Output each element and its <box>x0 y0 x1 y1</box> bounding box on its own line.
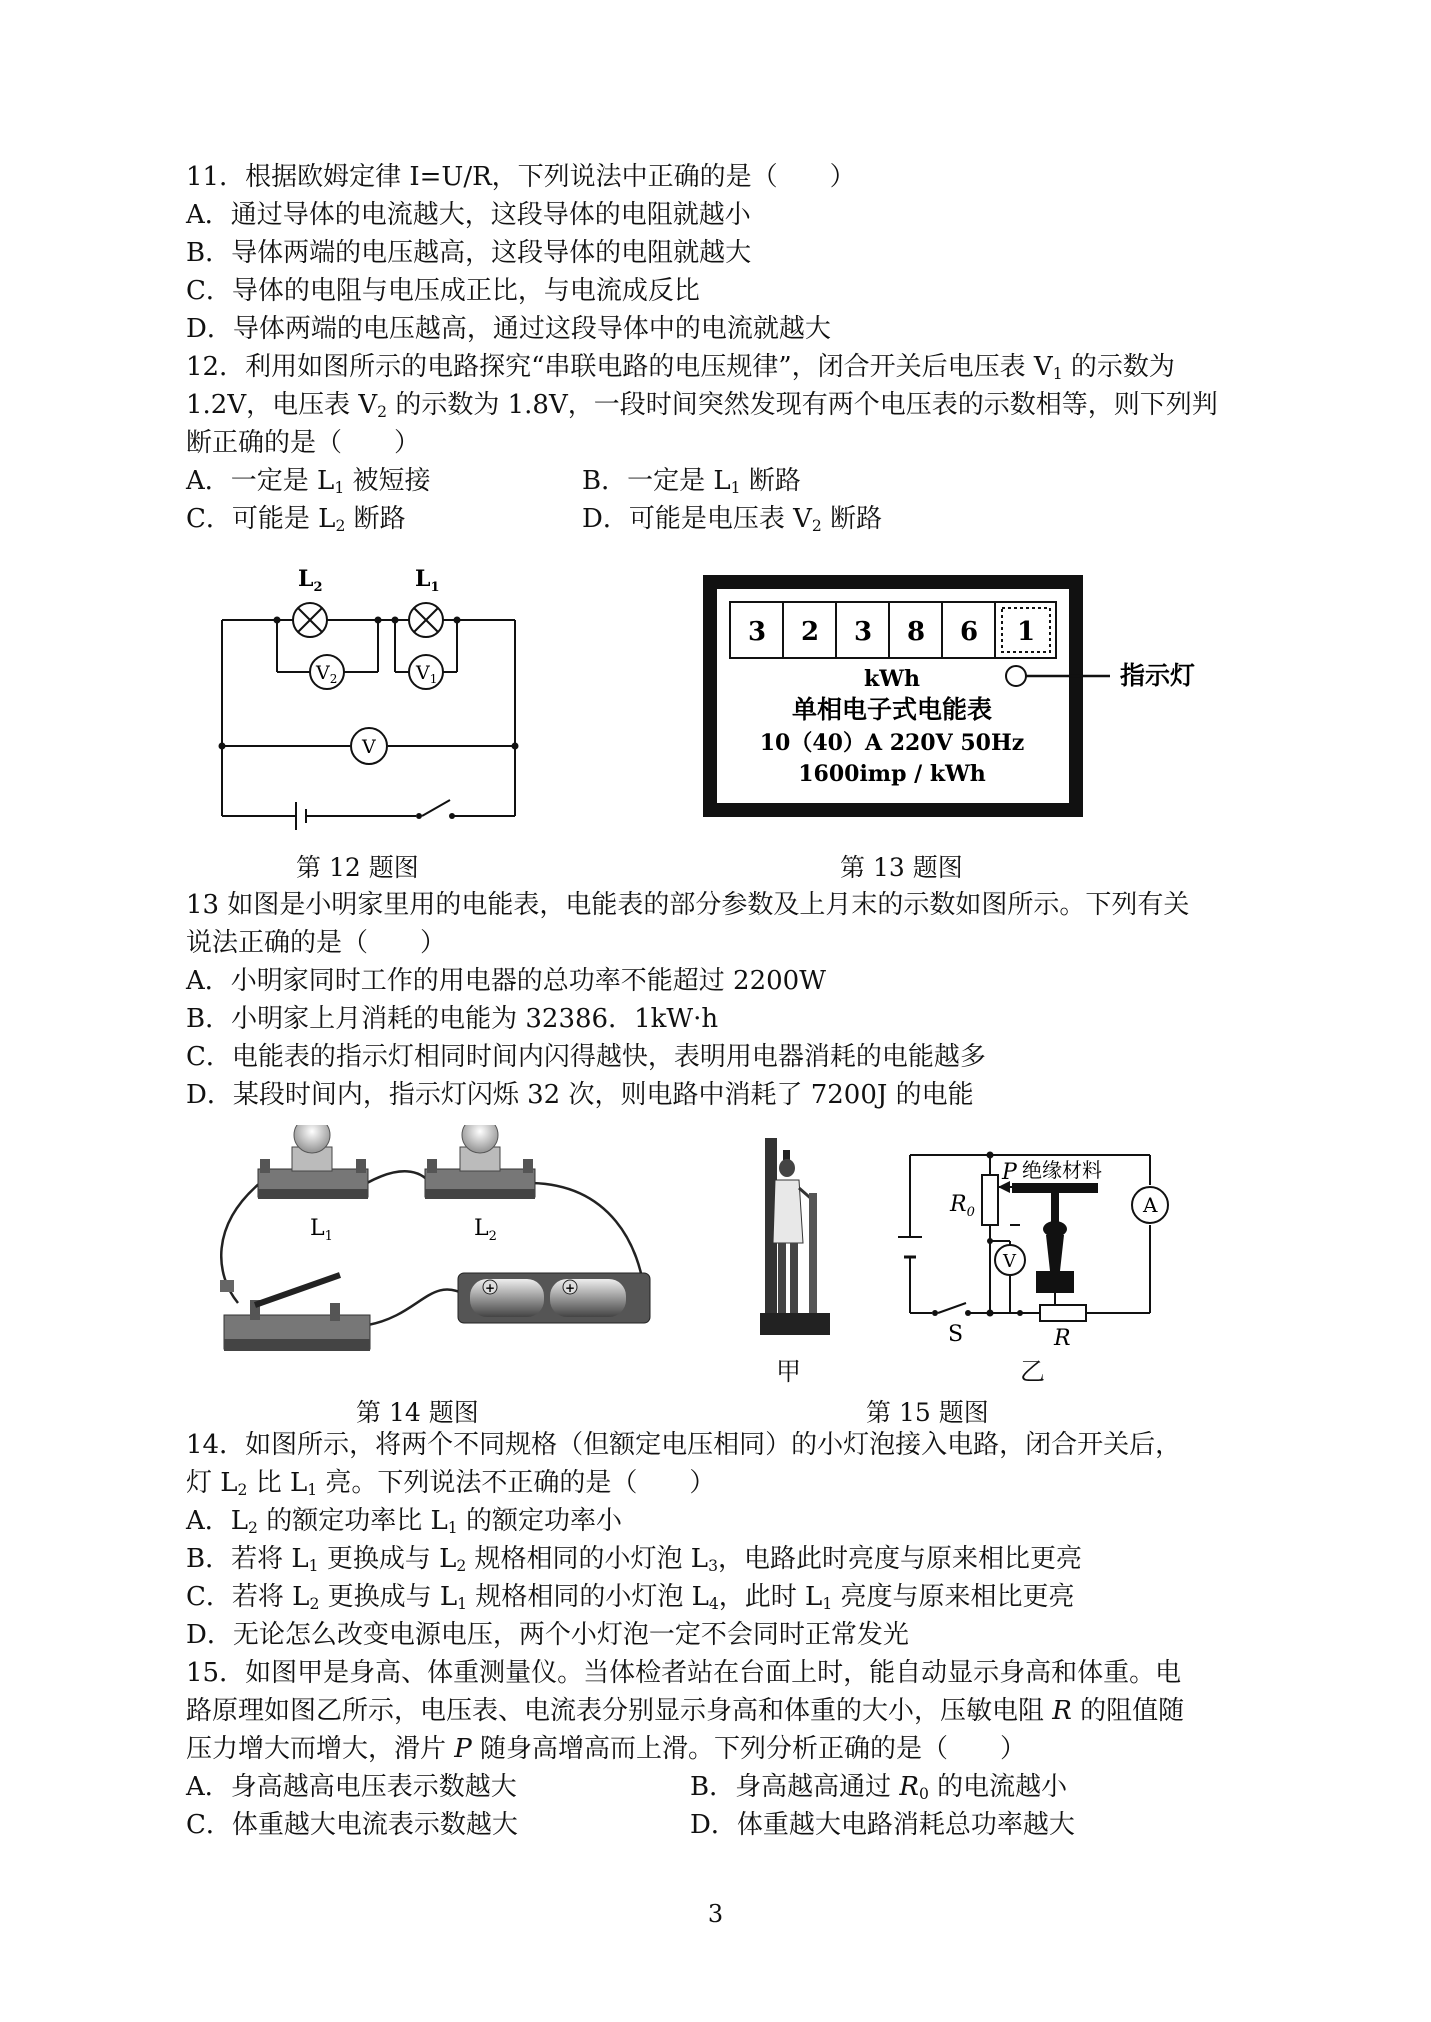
q15-stem-line1: 15．如图甲是身高、体重测量仪。当体检者站在台面上时，能自动显示身高和体重。电 <box>186 1658 1182 1688</box>
q14-option-d: D．无论怎么改变电源电压，两个小灯泡一定不会同时正常发光 <box>186 1620 909 1650</box>
q14-stem-line2: 灯 $L_2$ 比 $L_1$ 亮。下列说法不正确的是（ ） <box>186 1468 716 1499</box>
q12-option-b: B．一定是 $L_1$ 断路 <box>582 466 801 497</box>
svg-text:R0: $R_0$ <box>950 1192 975 1220</box>
fig12-lamp-l2 <box>293 603 327 637</box>
q12-stem-line3: 断正确的是（ ） <box>186 428 421 458</box>
svg-text:单相电子式电能表: 单相电子式电能表 <box>791 695 993 724</box>
svg-text:L1: $L_1$ <box>415 566 440 595</box>
q13-option-c: C．电能表的指示灯相同时间内闪得越快，表明用电器消耗的电能越多 <box>186 1042 986 1072</box>
fig15-jia-height-weight-scale <box>745 1138 835 1338</box>
q12-option-a: A．一定是 $L_1$ 被短接 <box>186 466 431 497</box>
q15-option-d: D．体重越大电路消耗总功率越大 <box>690 1810 1075 1840</box>
q11-option-c: C．导体的电阻与电压成正比，与电流成反比 <box>186 276 700 306</box>
fig15-label-jia: 甲 <box>776 1357 802 1386</box>
meter-digit: 1 <box>1016 617 1036 647</box>
svg-text:S: S <box>948 1322 964 1347</box>
q14-option-c: C．若将 $L_2$ 更换成与 $L_1$ 规格相同的小灯泡 $L_4$，此时 $L_1$ 亮度与原来相比更亮 <box>186 1582 1075 1613</box>
svg-text:L1: $L_1$ <box>310 1216 333 1244</box>
q13-option-b: B．小明家上月消耗的电能为 32386．1kW·h <box>186 1004 719 1034</box>
svg-text:+: + <box>485 1281 496 1295</box>
fig12-lamp-l1 <box>409 603 443 637</box>
svg-text:V2: $V_2$ <box>316 662 338 686</box>
indicator-light-icon <box>1006 666 1026 686</box>
fig14-caption: 第 14 题图 <box>356 1398 479 1427</box>
fig12-circuit-diagram <box>200 560 540 830</box>
fig14-lamp-l1 <box>258 1125 368 1199</box>
q15-stem-line3: 压力增大而增大，滑片 P 随身高增高而上滑。下列分析正确的是（ ） <box>186 1734 1027 1764</box>
fig14-battery-holder <box>458 1273 650 1323</box>
svg-text:P: P <box>1002 1160 1017 1185</box>
q11-option-b: B．导体两端的电压越高，这段导体的电阻就越大 <box>186 238 752 268</box>
fig13-caption: 第 13 题图 <box>840 853 963 882</box>
q15-option-b: B．身高越高通过 $R_0$ 的电流越小 <box>690 1772 1068 1803</box>
q15-option-c: C．体重越大电流表示数越大 <box>186 1810 518 1840</box>
svg-text:+: + <box>565 1281 576 1295</box>
q12-option-c: C．可能是 $L_2$ 断路 <box>186 504 406 535</box>
svg-text:V: V <box>1003 1251 1016 1272</box>
q12-option-d: D．可能是电压表 $V_2$ 断路 <box>582 504 883 535</box>
svg-text:10（40）A 220V 50Hz: 10（40）A 220V 50Hz <box>759 730 1025 756</box>
q14-stem-line1: 14．如图所示，将两个不同规格（但额定电压相同）的小灯泡接入电路，闭合开关后， <box>186 1430 1182 1460</box>
fig15-label-yi: 乙 <box>1020 1357 1046 1386</box>
q12-stem-line1: 12．利用如图所示的电路探究“串联电路的电压规律”，闭合开关后电压表 $V_1$ 的示数为 <box>186 352 1175 383</box>
svg-text:绝缘材料: 绝缘材料 <box>1022 1158 1102 1182</box>
fig14-lamp-circuit-photo <box>220 1125 680 1375</box>
q15-stem-line2: 路原理如图乙所示，电压表、电流表分别显示身高和体重的大小，压敏电阻 R 的阻值随 <box>186 1696 1185 1726</box>
fig13-energy-meter <box>700 572 1260 822</box>
q11-option-d: D．导体两端的电压越高，通过这段导体中的电流就越大 <box>186 314 831 344</box>
meter-digit: 2 <box>800 617 820 647</box>
fig15-yi-circuit-diagram <box>890 1145 1170 1355</box>
svg-text:A: A <box>1143 1193 1158 1217</box>
meter-digit: 8 <box>906 617 926 647</box>
fig15-resistor-r0 <box>982 1175 998 1225</box>
svg-text:1600imp / kWh: 1600imp / kWh <box>798 761 986 787</box>
q13-stem-line2: 说法正确的是（ ） <box>186 928 447 958</box>
fig14-knife-switch <box>220 1275 370 1351</box>
meter-digit: 3 <box>747 617 767 647</box>
q11-option-a: A．通过导体的电流越大，这段导体的电阻就越小 <box>186 200 751 230</box>
svg-text:V: V <box>362 736 376 758</box>
svg-text:R: R <box>1054 1326 1071 1351</box>
page-number: 3 <box>707 1900 724 1928</box>
q13-stem-line1: 13 如图是小明家里用的电能表，电能表的部分参数及上月末的示数如图所示。下列有关 <box>186 890 1190 920</box>
q15-option-a: A．身高越高电压表示数越大 <box>186 1772 517 1802</box>
fig14-lamp-l2 <box>425 1125 535 1199</box>
svg-text:指示灯: 指示灯 <box>1120 661 1196 690</box>
q13-option-d: D．某段时间内，指示灯闪烁 32 次，则电路中消耗了 7200J 的电能 <box>186 1080 974 1110</box>
svg-text:V1: $V_1$ <box>416 662 438 686</box>
svg-text:L2: $L_2$ <box>474 1216 497 1244</box>
q14-option-b: B．若将 $L_1$ 更换成与 $L_2$ 规格相同的小灯泡 $L_3$，电路此时亮度与原来相比更亮 <box>186 1544 1083 1575</box>
q12-stem-line2: 1.2V，电压表 $V_2$ 的示数为 1.8V，一段时间突然发现有两个电压表的示数相等，则下列判 <box>186 390 1218 421</box>
meter-digit: 3 <box>853 617 873 647</box>
svg-text:kWh: kWh <box>864 666 920 692</box>
q11-stem: 11．根据欧姆定律 I=U/R，下列说法中正确的是（ ） <box>186 162 856 192</box>
fig12-caption: 第 12 题图 <box>296 853 419 882</box>
fig15-pressure-resistor-r <box>1040 1305 1086 1321</box>
svg-text:L2: $L_2$ <box>298 566 323 595</box>
q13-option-a: A．小明家同时工作的用电器的总功率不能超过 2200W <box>186 966 826 996</box>
fig15-insulating-bar <box>1012 1183 1098 1193</box>
q14-option-a: A．$L_2$ 的额定功率比 $L_1$ 的额定功率小 <box>186 1506 622 1537</box>
fig15-caption: 第 15 题图 <box>866 1398 989 1427</box>
meter-digit: 6 <box>959 617 979 647</box>
